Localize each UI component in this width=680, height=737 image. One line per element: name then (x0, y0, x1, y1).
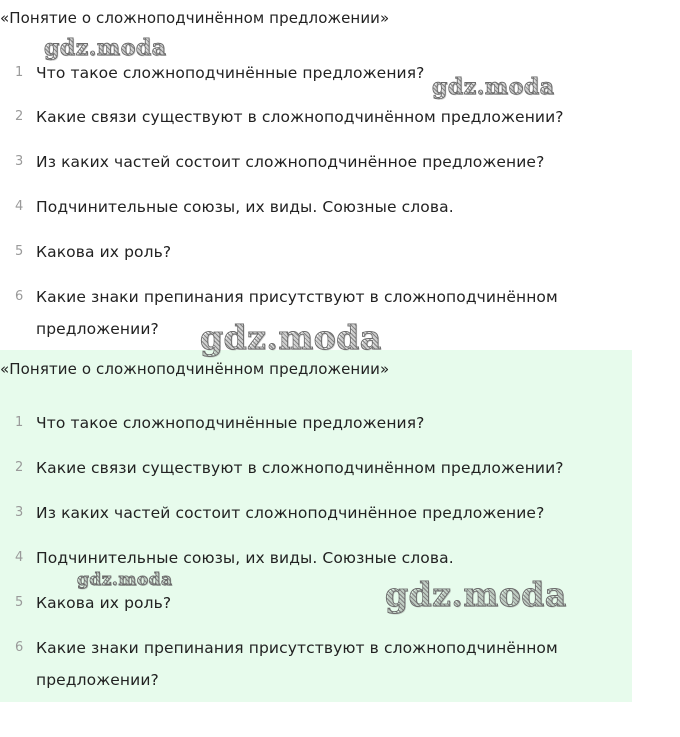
item-text: Какие знаки препинания присутствуют в сложноподчинённом предложении? (36, 288, 558, 338)
item-text: Какова их роль? (36, 594, 172, 612)
task-title: «Понятие о сложноподчинённом предложении» (0, 360, 390, 378)
item-text: Подчинительные союзы, их виды. Союзные слова. (36, 198, 454, 216)
item-text: Какие связи существуют в сложноподчинённом предложении? (36, 108, 564, 126)
item-number: 2 (15, 109, 24, 124)
item-number: 5 (15, 595, 24, 610)
item-number: 1 (15, 415, 24, 430)
item-number: 3 (15, 505, 24, 520)
item-text: Какова их роль? (36, 243, 172, 261)
item-text: Какие знаки препинания присутствуют в сложноподчинённом предложении? (36, 639, 558, 689)
item-number: 4 (15, 199, 24, 214)
item-number: 3 (15, 154, 24, 169)
item-text: Подчинительные союзы, их виды. Союзные слова. (36, 549, 454, 567)
item-number: 1 (15, 65, 24, 80)
item-number: 5 (15, 244, 24, 259)
task-block-highlighted (0, 350, 632, 702)
task-block-plain (0, 0, 632, 350)
item-number: 2 (15, 460, 24, 475)
item-text: Из каких частей состоит сложноподчинённое предложение? (36, 504, 545, 522)
item-number: 4 (15, 550, 24, 565)
item-number: 6 (15, 640, 24, 655)
item-text: Что такое сложноподчинённые предложения? (36, 414, 425, 432)
item-text: Из каких частей состоит сложноподчинённое предложение? (36, 153, 545, 171)
item-number: 6 (15, 289, 24, 304)
item-text: Что такое сложноподчинённые предложения? (36, 64, 425, 82)
task-title: «Понятие о сложноподчинённом предложении» (0, 9, 390, 27)
item-text: Какие связи существуют в сложноподчинённом предложении? (36, 459, 564, 477)
